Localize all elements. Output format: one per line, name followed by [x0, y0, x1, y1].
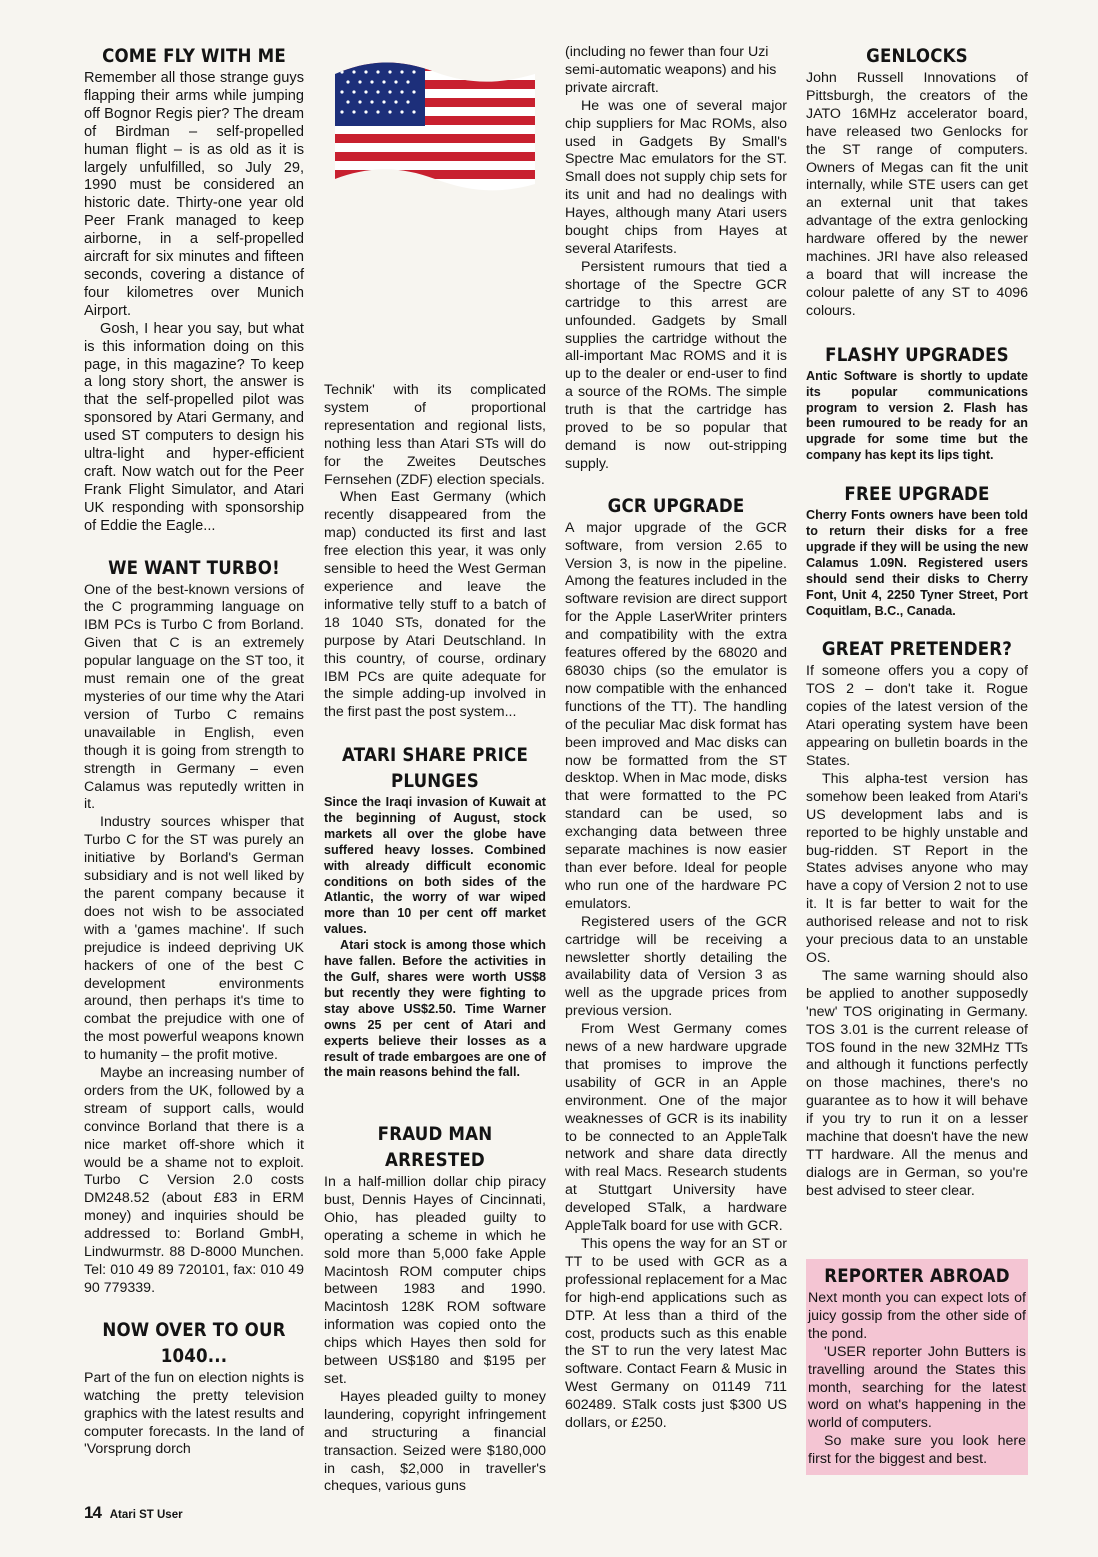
heading-share-price: ATARI SHARE PRICE PLUNGES: [341, 745, 529, 792]
para: Antic Software is shortly to update its popular communications program to version 2. Flash has been rumoured to be ready for an upgrade for some time but the company has kept its lips tight.: [806, 368, 1028, 463]
heading-genlocks: GENLOCKS: [866, 46, 968, 67]
article-1040-continued: [324, 382, 546, 722]
para: When East Germany (which recently disappeared from the map) conducted its first and last free election this year, it was only sensible to heed the West German experience and leave the informative telly stuff to a batch of 18 1040 STs, donated for the purpose by Atari Deutschland. In this country, of course, ordinary IBM PCs are quite adequate for the simple adding-up involved in the first past the post system...: [324, 489, 546, 721]
page-number: 14: [84, 1503, 101, 1522]
para: Atari stock is among those which have fallen. Before the activities in the Gulf, shares were worth US$8 but recently they were fighting to stay above US$2.50. Time Warner owns 25 per cent of Atari and experts believe their losses as a result of trade embargoes are one of the main reasons behind the fall.: [324, 938, 546, 1080]
para: This alpha-test version has somehow been leaked from Atari's US development labs and is reported to be highly unstable and bug-ridden. ST Report in the States advises anyone who may have a copy of Version 2 not to use it. It is far better to wait for the authorised release and not to risk your precious data to an unstable OS.: [806, 770, 1028, 966]
heading-free-upgrade: FREE UPGRADE: [844, 484, 990, 506]
para-fraud-2a: Hayes pleaded guilty to money laundering, copyright infringement and structuring a financial transaction. Seized were $180,000 in cash, $2,000 in traveller's cheques, various guns: [324, 1388, 546, 1495]
para-fraud-2b: (including no fewer than four Uzi semi-automatic weapons) and his private aircraft.: [565, 44, 777, 96]
para: Registered users of the GCR cartridge will be receiving a newsletter shortly detailing the availability data of Version 3 as well as the upgrade prices from previous version.: [565, 913, 787, 1020]
para: If someone offers you a copy of TOS 2 – don't take it. Rogue copies of the latest version of the Atari operating system have been appearing on bulletin boards in the States.: [806, 663, 1028, 769]
para: A major upgrade of the GCR software, from version 2.65 to Version 3, is now in the pipeline. Among the features included in the software revision are direct support for the Apple LaserWriter printers and compatibility with the extra features offered by the 68020 and 68030 chips (so the emulator is now compatible with the enhanced functions of the TT). The handling of the peculiar Mac disk format has been improved and Mac disks can now be formatted from the ST desktop. When in Mac mode, disks that were formatted to the PC standard can be used, so exchanging data between three separate machines is now easier than ever before. Ideal for people who run one of the hardware PC emulators.: [565, 519, 787, 912]
para: So make sure you look here first for the biggest and best.: [808, 1433, 1026, 1468]
para: Remember all those strange guys flapping their arms while jumping off Bognor Regis pier? The dream of Birdman – self-propelled human flight – is as old as it is largely unfulfilled, so July 29, 1990 must be considered an historic date. Thirty-one year old Peer Frank managed to keep airborne, in a self-propelled aircraft for six minutes and fifteen seconds, covering a distance of four kilometres over Munich Airport.: [84, 70, 304, 319]
column-3: [565, 44, 787, 1433]
page-footer: [84, 1503, 183, 1523]
para: Cherry Fonts owners have been told to return their disks for a free upgrade if they will be using the new Calamus 1.09N. Registered users should send their disks to Cherry Font, Unit 4, 2250 Tyner Street, Port Coquitlam, B.C., Canada.: [806, 508, 1028, 618]
heading-gcr: GCR UPGRADE: [607, 495, 745, 517]
para: Next month you can expect lots of juicy gossip from the other side of the pond.: [808, 1290, 1026, 1342]
para: He was one of several major chip suppliers for Mac ROMs, also used in Gadgets By Small's Spectre Mac emulators for the ST. Small does not supply chip sets for its unit and had no dealings with Hayes, although many Atari users bought chips from Hayes at several Atarifests.: [565, 97, 787, 257]
para: Persistent rumours that tied a shortage of the Spectre GCR cartridge to this arrest are unfounded. Gadgets by Small supplies the cartridge without the all-important Mac ROMS and it is up to the dealer or end-user to find a source of the ROMs. The simple truth is that the cartridge has proved to be so popular that demand is now out-stripping supply.: [565, 258, 787, 472]
para-1040-part2: Technik' with its complicated system of proportional representation and regional lists, nothing less than Atari STs will do for the Zweites Deutsches Fernsehen (ZDF) election specials.: [324, 382, 546, 488]
heading-flashy: FLASHY UPGRADES: [825, 344, 1009, 366]
para: John Russell Innovations of Pittsburgh, the creators of the JATO 16MHz accelerator board, have released two Genlocks for the ST range of computers. Owners of Megas can fit the unit internally, while STE users can get an external unit that takes advantage of the extra genlocking hardware offered by the newer machines. JRI have also released a board that will increase the colour palette of any ST to 4096 colours.: [806, 70, 1028, 319]
column-4: [806, 44, 1028, 1468]
para: Gosh, I hear you say, but what is this information doing on this page, in this magazine? To keep a long story short, the answer is that the self-propelled pilot was sponsored by Atari Germany, and used ST computers to design his ultra-light and hyper-efficient craft. Now watch out for the Peer Frank Flight Simulator, and Atari UK responding with sponsorship of Eddie the Eagle...: [84, 320, 304, 534]
heading-pretender: GREAT PRETENDER?: [821, 639, 1013, 661]
column-1: [84, 44, 304, 1459]
heading-fraud: FRAUD MAN ARRESTED: [377, 1124, 493, 1171]
heading-over-1040: NOW OVER TO OUR 1040...: [102, 1319, 286, 1367]
heading-come-fly: COME FLY WITH ME: [102, 46, 286, 67]
us-flag-image: [330, 54, 540, 194]
reporter-abroad-box: [806, 1259, 1028, 1475]
article-share-price: [324, 743, 546, 1081]
para: Since the Iraqi invasion of Kuwait at the beginning of August, stock markets all over the globe have suffered heavy losses. Combined with already difficult economic conditions on both sides of the Atlantic, the worry of war wiped more than 10 per cent off market values.: [324, 795, 546, 937]
heading-reporter: REPORTER ABROAD: [824, 1266, 1010, 1287]
article-fraud: [324, 1122, 546, 1496]
para: Maybe an increasing number of orders from the UK, followed by a stream of support calls, would convince Borland that there is a nice market off-shore which it would be a shame not to exploit. Turbo C Version 2.0 costs DM248.52 (about £83 in ERM money) and inquiries should be addressed to: Borland GmbH, Lindwurmstr. 88 D-8000 Munchen. Tel: 010 49 89 720101, fax: 010 49 90 779339.: [84, 1065, 304, 1296]
para: In a half-million dollar chip piracy bust, Dennis Hayes of Cincinnati, Ohio, has pleaded guilty to operating a scheme in which he sold more than 5,000 fake Apple Macintosh ROM computer chips between 1983 and 1990. Macintosh 128K ROM software information was copied onto the chips which Hayes then sold for between US$180 and $195 per set.: [324, 1174, 546, 1387]
para: 'USER reporter John Butters is travelling around the States this month, searching for the latest word on what's happening in the world of computers.: [808, 1343, 1026, 1432]
heading-want-turbo: WE WANT TURBO!: [108, 557, 280, 579]
magazine-name: Atari ST User: [109, 1509, 183, 1521]
para: This opens the way for an ST or TT to be used with GCR as a professional replacement for a Mac for high-end applications such as DTP. At less than a third of the cost, products such as this enable the ST to run the very latest Mac software. Contact Fearn & Music in West Germany on 01149 711 602489. STalk costs just $300 US dollars, or £250.: [565, 1236, 787, 1432]
para: One of the best-known versions of the C programming language on IBM PCs is Turbo C from Borland. Given that C is an extremely popular language on the ST too, it must remain one of the great mysteries of our time why the Atari version of Turbo C remains unavailable in English, even though it is going from strength to strength in Germany – even Calamus was reputedly written in it.: [84, 581, 304, 813]
para: The same warning should also be applied to another supposedly 'new' TOS originating in Germany. TOS 3.01 is the current release of TOS found in the new 32MHz TTs and although it functions perfectly on those machines, there's no guarantee as to how it will behave if you try to run it on a lesser machine that doesn't have the new TT hardware. All the menus and dialogs are in German, so you're best advised to steer clear.: [806, 967, 1028, 1199]
para: Industry sources whisper that Turbo C for the ST was purely an initiative by Borland's German subsidiary and is not well liked by the parent company because it does not wish to be associated with a 'games machine'. If such prejudice is indeed depriving UK hackers of one of the best C development environments around, then perhaps it's time to combat the prejudice with one of the most powerful weapons known to humanity – the profit motive.: [84, 814, 304, 1064]
para: From West Germany comes news of a new hardware upgrade that promises to improve the usability of GCR in an Apple environment. One of the major weaknesses of GCR is its inability to be connected to an AppleTalk network and share data directly with real Macs. Research students at Stuttgart University have developed STalk, a hardware AppleTalk board for use with GCR.: [565, 1021, 787, 1235]
para-1040-part1: Part of the fun on election nights is watching the pretty television graphics with the latest results and computer forecasts. In the land of 'Vorsprung dorch: [84, 1369, 304, 1458]
